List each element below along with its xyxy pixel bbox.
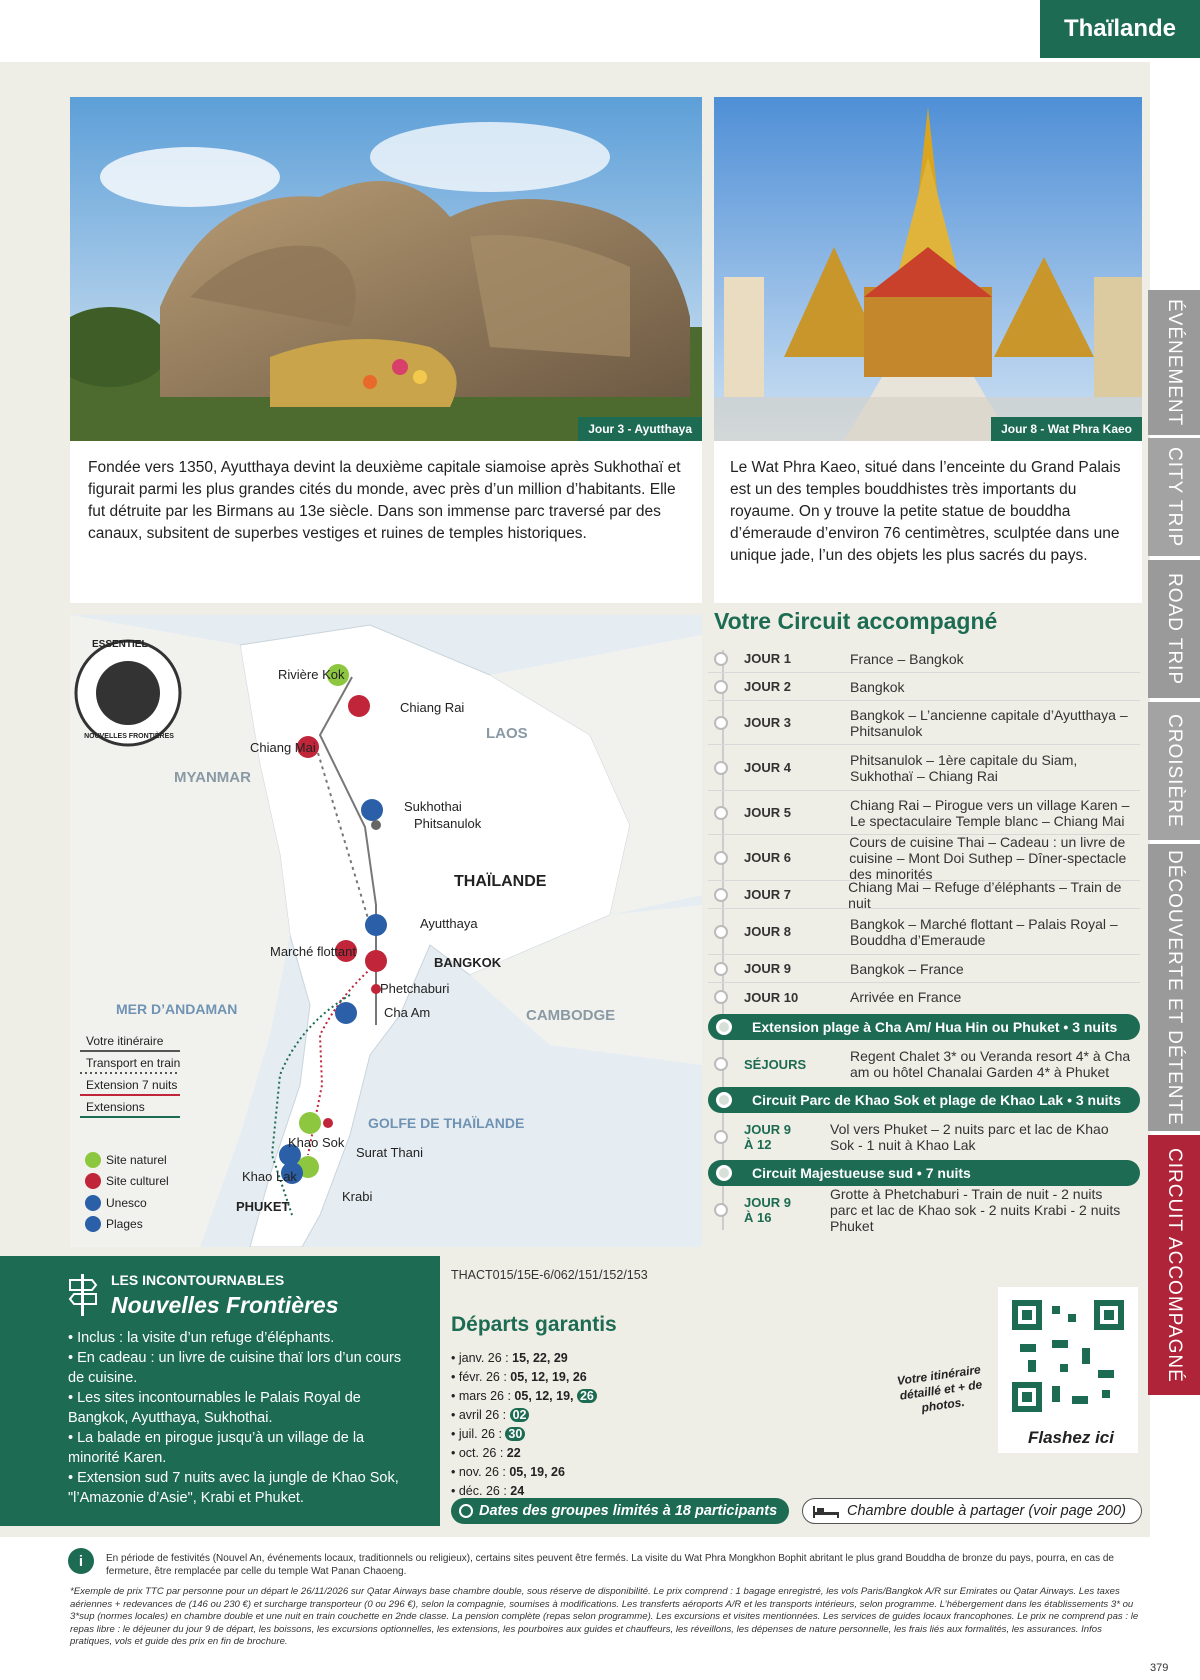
legend-site-culturel: Site culturel xyxy=(106,1174,169,1188)
side-tab-circuit-accompagne[interactable]: CIRCUIT ACCOMPAGNÉ xyxy=(1148,1135,1200,1395)
country-thailande: THAÏLANDE xyxy=(454,873,547,890)
depart-row: • déc. 26 : 24 xyxy=(451,1484,525,1498)
timeline-dot xyxy=(714,680,728,694)
timeline-dot xyxy=(714,1203,728,1217)
ayutthaya-description: Fondée vers 1350, Ayutthaya devint la deuxième capitale siamoise après Sukhothaï et figurait parmi les plus grandes cités du monde, avec près d’un million d’habitants. Elle fut détruite par les Birmans au 13e siècle. Dans son immense parc traversé par des canaux, subsitent de superbes vestiges et ruines de temples historiques. xyxy=(70,441,702,603)
incontournables-box xyxy=(0,1256,440,1526)
day-row: JOUR 8 Bangkok – Marché flottant – Palais Royal – Bouddha d’Emeraude xyxy=(708,909,1140,955)
bar-dot xyxy=(716,1165,732,1181)
wat-phra-kaeo-description: Le Wat Phra Kaeo, situé dans l’enceinte du Grand Palais est un des temples bouddhistes très importants du royaume. On y trouve la petite statue de bouddha d’émeraude d’environ 76 centimètres, sculptée dans une unique jade, l’un des objets les plus sacrés du pays. xyxy=(714,441,1142,603)
place-phuket: PHUKET xyxy=(236,1199,290,1214)
place-phetchaburi: Phetchaburi xyxy=(380,981,450,996)
legal-text: *Exemple de prix TTC par personne pour un départ le 26/11/2026 sur Qatar Airways base chambre double, sous réserve de disponibilité. Le prix comprend : 1 bagage enregistré, les vols Paris/Bangkok A/R sur Emirates ou Qatar Airways. Les taxes aériennes + redevances de (146 ou 230 €) et surcharge transporteur (0 ou 296 €), selon la compagnie, soumises à modifications. Les transferts aéroports A/R et les transports intérieurs, selon programme. L’hébergement dans les établissements 3* ou 3*sup (normes locales) en chambre double et une nuit en train couchette en 2nde classe. La pension complète (repas selon programme). Les excursions et visites mentionnées. Les services de guides locaux francophones. Le prix ne comprend pas : le repas libre : le déjeuner du jour 9 de départ, les boissons, les excursions optionnelles, les extensions, les pourboires aux guides et chauffeurs, les réveillons, les dépenses de nature personnelle, les frais liés aux formalités, les assurances. Infos pratiques, vols et guide des prix en fin de brochure. xyxy=(70,1586,1139,1647)
photo-wat-phra-kaeo xyxy=(714,97,1142,441)
legend-itineraire: Votre itinéraire xyxy=(86,1034,164,1048)
list-item: • Les sites incontournables le Palais Royal de Bangkok, Ayutthaya, Sukhothai. xyxy=(68,1390,361,1426)
day-row: JOUR 6 Cours de cuisine Thai – Cadeau : un livre de cuisine – Mont Doi Suthep – Dîner-spectacle des minorités xyxy=(708,835,1140,881)
timeline-dot xyxy=(714,716,728,730)
photo-caption: Jour 8 - Wat Phra Kaeo xyxy=(991,417,1142,441)
day-row: JOUR 2 Bangkok xyxy=(708,673,1140,701)
itinerary-map xyxy=(70,615,702,1247)
departs-title: Départs garantis xyxy=(451,1313,617,1336)
place-ayutthaya: Ayutthaya xyxy=(420,916,478,931)
place-surat-thani: Surat Thani xyxy=(356,1145,423,1160)
place-krabi: Krabi xyxy=(342,1189,373,1204)
side-tab-croisiere[interactable]: CROISIÈRE xyxy=(1148,702,1200,840)
country-cambodge: CAMBODGE xyxy=(526,1007,616,1024)
qr-code-icon[interactable] xyxy=(1012,1300,1124,1412)
place-marche-flottant: Marché flottant xyxy=(270,944,356,959)
photo-ayutthaya xyxy=(70,97,702,441)
place-bangkok: BANGKOK xyxy=(434,955,502,970)
side-tab-evenement[interactable]: ÉVÉNEMENT xyxy=(1148,290,1200,435)
groups-pill: Dates des groupes limités à 18 participants xyxy=(451,1498,789,1524)
depart-row: • nov. 26 : 05, 19, 26 xyxy=(451,1465,565,1479)
side-tab-road-trip[interactable]: ROAD TRIP xyxy=(1148,560,1200,698)
depart-row: • janv. 26 : 15, 22, 29 xyxy=(451,1351,568,1365)
list-item: • La balade en pirogue jusqu’à un village de la minorité Karen. xyxy=(68,1430,365,1466)
extension-row: JOUR 9 À 12 Vol vers Phuket – 2 nuits parc et lac de Khao Sok - 1 nuit à Khao Lak xyxy=(744,1121,1109,1153)
day-row: JOUR 5 Chiang Rai – Pirogue vers un village Karen – Le spectaculaire Temple blanc – Chiang Mai xyxy=(708,791,1140,835)
extension-row: JOUR 9 À 16 Grotte à Phetchaburi - Train de nuit - 2 nuits parc et lac de Khao sok - 2 nuits Krabi - 2 nuits Phuket xyxy=(744,1186,1121,1234)
day-row: JOUR 7 Chiang Mai – Refuge d’éléphants – Train de nuit xyxy=(708,881,1140,909)
signpost-icon xyxy=(68,1274,98,1316)
timeline-dot xyxy=(714,652,728,666)
list-item: • Inclus : la visite d’un refuge d’éléphants. xyxy=(68,1330,335,1346)
badge-essentiel: ESSENTIEL xyxy=(92,639,148,650)
place-chiang-rai: Chiang Rai xyxy=(400,700,465,715)
temple-image xyxy=(714,97,1142,441)
day-row: JOUR 10 Arrivée en France xyxy=(744,989,962,1005)
badge-nouvelles-frontieres: NOUVELLES FRONTIÈRES xyxy=(84,733,174,740)
list-item: • En cadeau : un livre de cuisine thaï lors d’un cours de cuisine. xyxy=(68,1350,402,1386)
top-band xyxy=(0,0,1200,62)
extension-plage-bar: Extension plage à Cha Am/ Hua Hin ou Phuket • 3 nuits xyxy=(708,1014,1140,1040)
depart-row: • oct. 26 : 22 xyxy=(451,1446,521,1460)
timeline-dot xyxy=(714,962,728,976)
timeline-dot xyxy=(714,925,728,939)
legend-unesco: Unesco xyxy=(106,1196,147,1210)
country-laos: LAOS xyxy=(486,725,528,742)
circuit-title: Votre Circuit accompagné xyxy=(714,608,998,634)
timeline-dot xyxy=(714,990,728,1004)
place-khao-lak: Khao Lak xyxy=(242,1169,297,1184)
incontournables-title: Nouvelles Frontières xyxy=(111,1292,339,1318)
limited-group-date: 26 xyxy=(577,1389,597,1403)
info-icon: i xyxy=(68,1548,94,1574)
page-number: 379 xyxy=(1150,1662,1169,1674)
room-pill: Chambre double à partager (voir page 200) xyxy=(802,1498,1142,1524)
legend-plages: Plages xyxy=(106,1217,143,1231)
place-cha-am: Cha Am xyxy=(384,1005,431,1020)
timeline-dot xyxy=(714,851,728,865)
timeline-dot xyxy=(714,761,728,775)
sea-andaman: MER D’ANDAMAN xyxy=(116,1001,238,1017)
depart-row: • mars 26 : 05, 12, 19, 26 xyxy=(451,1387,751,1406)
country-myanmar: MYANMAR xyxy=(174,769,251,786)
day-row: JOUR 1 France – Bangkok xyxy=(708,645,1140,673)
extension-khao-sok-bar: Circuit Parc de Khao Sok et plage de Khao Lak • 3 nuits xyxy=(708,1087,1140,1113)
depart-row: • févr. 26 : 05, 12, 19, 26 xyxy=(451,1370,587,1384)
extension-row: SÉJOURS Regent Chalet 3* ou Veranda resort 4* à Cha am ou hôtel Chanalai Garden 4* à Phuket xyxy=(744,1048,1131,1080)
depart-row: • juil. 26 : 30 xyxy=(451,1425,751,1444)
place-khao-sok: Khao Sok xyxy=(288,1135,345,1150)
day-row: JOUR 4 Phitsanulok – 1ère capitale du Siam, Sukhothaï – Chiang Rai xyxy=(708,745,1140,791)
place-sukhothai: Sukhothai xyxy=(404,799,462,814)
legend-train: Transport en train xyxy=(86,1056,181,1070)
place-phitsanulok: Phitsanulok xyxy=(414,816,482,831)
bar-dot xyxy=(716,1019,732,1035)
legend-extensions: Extensions xyxy=(86,1100,145,1114)
sea-golfe: GOLFE DE THAÏLANDE xyxy=(368,1115,525,1131)
bed-icon xyxy=(813,1506,839,1522)
limited-group-date: 30 xyxy=(505,1427,525,1441)
product-code: THACT015/15E-6/062/151/152/153 xyxy=(451,1268,648,1282)
timeline-dot xyxy=(714,1130,728,1144)
photo-caption: Jour 3 - Ayutthaya xyxy=(578,417,702,441)
depart-row: • avril 26 : 02 xyxy=(451,1406,751,1425)
day-row: JOUR 3 Bangkok – L’ancienne capitale d’Ayutthaya – Phitsanulok xyxy=(708,701,1140,745)
legend-site-naturel: Site naturel xyxy=(106,1153,167,1167)
incontournables-list xyxy=(68,1328,408,1508)
extension-majestueuse-bar: Circuit Majestueuse sud • 7 nuits xyxy=(708,1160,1140,1186)
departs-list xyxy=(451,1349,751,1501)
place-riviere-kok: Rivière Kok xyxy=(278,667,345,682)
list-item: • Extension sud 7 nuits avec la jungle de Khao Sok, "l’Amazonie d’Asie", Krabi et Phuket. xyxy=(68,1470,399,1506)
qr-note: Votre itinéraire détaillé et + de photos. xyxy=(896,1362,984,1415)
timeline-dot xyxy=(714,1057,728,1071)
qr-cta: Flashez ici xyxy=(1028,1428,1114,1447)
place-chiang-mai: Chiang Mai xyxy=(250,740,316,755)
side-tab-decouverte[interactable]: DÉCOUVERTE ET DÉTENTE xyxy=(1148,844,1200,1131)
legend-extension-7-nuits: Extension 7 nuits xyxy=(86,1078,178,1092)
incontournables-kicker: LES INCONTOURNABLES xyxy=(111,1272,285,1288)
country-tab: Thaïlande xyxy=(1040,0,1200,58)
timeline-dot xyxy=(714,888,728,902)
reclining-buddha-image xyxy=(70,97,702,441)
circle-icon xyxy=(459,1504,473,1518)
info-text: En période de festivités (Nouvel An, événements locaux, traditionnels ou religieux), certains sites peuvent être fermés. La visite du Wat Phra Mongkhon Bophit abritant le plus grand Bouddha de bronze du pays, pourra, en cas de fermeture, être remplacée par celle du temple Wat Panan Chaoeng. xyxy=(106,1553,1114,1577)
side-tab-city-trip[interactable]: CITY TRIP xyxy=(1148,438,1200,556)
limited-group-date: 02 xyxy=(510,1408,530,1422)
day-row: JOUR 9 Bangkok – France xyxy=(708,955,1140,983)
timeline-dot xyxy=(714,806,728,820)
bar-dot xyxy=(716,1092,732,1108)
